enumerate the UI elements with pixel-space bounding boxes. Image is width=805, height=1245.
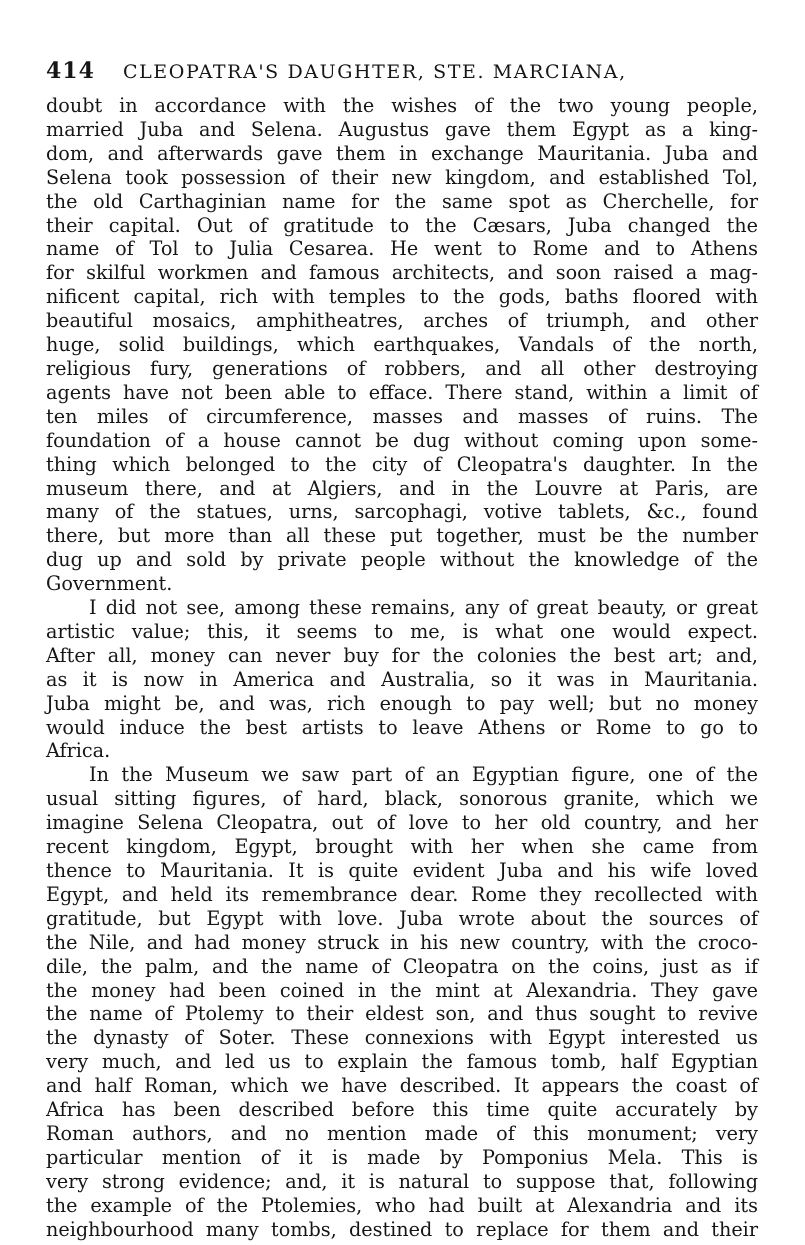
paragraph	[46, 94, 758, 596]
text-line: particular mention of it is made by Pomponius Mela. This is	[46, 1145, 758, 1169]
text-line: very strong evidence; and, it is natural to suppose that, following	[46, 1169, 758, 1193]
text-line: imagine Selena Cleopatra, out of love to her old country, and her	[46, 811, 758, 835]
text-line: religious fury, generations of robbers, and all other destroying	[46, 356, 758, 380]
page-number: 414	[46, 58, 95, 84]
text-line: neighbourhood many tombs, destined to replace for them and their	[46, 1217, 758, 1241]
text-line: Juba might be, and was, rich enough to pay well; but no money	[46, 691, 758, 715]
text-line: beautiful mosaics, amphitheatres, arches of triumph, and other	[46, 309, 758, 333]
text-line: recent kingdom, Egypt, brought with her when she came from	[46, 835, 758, 859]
text-line: Government.	[46, 572, 173, 596]
paragraph	[46, 596, 758, 763]
text-line: as it is now in America and Australia, so it was in Mauritania.	[46, 667, 758, 691]
text-line: and half Roman, which we have described. It appears the coast of	[46, 1074, 758, 1098]
book-page	[46, 58, 758, 1242]
text-line: Selena took possession of their new kingdom, and established Tol,	[46, 165, 758, 189]
text-line: the name of Ptolemy to their eldest son, and thus sought to revive	[46, 1002, 758, 1026]
text-line: I did not see, among these remains, any of great beauty, or great	[89, 596, 758, 620]
body-text	[46, 94, 758, 1242]
text-line: thing which belonged to the city of Cleopatra's daughter. In the	[46, 452, 758, 476]
text-line: there, but more than all these put together, must be the number	[46, 524, 758, 548]
text-line: the money had been coined in the mint at Alexandria. They gave	[46, 978, 758, 1002]
text-line: After all, money can never buy for the colonies the best art; and,	[46, 643, 758, 667]
text-line: thence to Mauritania. It is quite evident Juba and his wife loved	[46, 859, 758, 882]
text-line: many of the statues, urns, sarcophagi, votive tablets, &c., found	[46, 500, 758, 524]
text-line: artistic value; this, it seems to me, is what one would expect.	[46, 619, 758, 643]
text-line: dug up and sold by private people without the knowledge of the	[46, 548, 758, 572]
text-line: the old Carthaginian name for the same spot as Cherchelle, for	[46, 189, 758, 213]
paragraph	[46, 763, 758, 1241]
text-line: for skilful workmen and famous architects, and soon raised a mag-	[46, 261, 758, 285]
running-header	[46, 58, 758, 86]
text-line: married Juba and Selena. Augustus gave them Egypt as a king-	[46, 117, 758, 141]
text-line: doubt in accordance with the wishes of the two young people,	[46, 94, 758, 117]
text-line: In the Museum we saw part of an Egyptian figure, one of the	[89, 763, 758, 787]
text-line: Roman authors, and no mention made of this monument; very	[46, 1121, 758, 1145]
text-line: nificent capital, rich with temples to the gods, baths floored with	[46, 285, 758, 309]
text-line: huge, solid buildings, which earthquakes, Vandals of the north,	[46, 333, 758, 357]
text-line: their capital. Out of gratitude to the Cæsars, Juba changed the	[46, 213, 758, 237]
text-line: usual sitting figures, of hard, black, sonorous granite, which we	[46, 787, 758, 811]
text-line: Africa.	[46, 739, 111, 763]
text-line: name of Tol to Julia Cesarea. He went to Rome and to Athens	[46, 237, 758, 261]
text-line: dom, and afterwards gave them in exchange Mauritania. Juba and	[46, 141, 758, 165]
text-line: Egypt, and held its remembrance dear. Rome they recollected with	[46, 882, 758, 906]
text-line: would induce the best artists to leave Athens or Rome to go to	[46, 715, 758, 739]
text-line: museum there, and at Algiers, and in the Louvre at Paris, are	[46, 476, 758, 500]
text-line: foundation of a house cannot be dug without coming upon some-	[46, 428, 758, 452]
text-line: the dynasty of Soter. These connexions with Egypt interested us	[46, 1026, 758, 1050]
text-line: agents have not been able to efface. There stand, within a limit of	[46, 380, 758, 404]
text-line: ten miles of circumference, masses and masses of ruins. The	[46, 404, 758, 428]
text-line: gratitude, but Egypt with love. Juba wrote about the sources of	[46, 906, 758, 930]
text-line: Africa has been described before this time quite accurately by	[46, 1098, 758, 1122]
text-line: very much, and led us to explain the famous tomb, half Egyptian	[46, 1050, 758, 1074]
running-title: CLEOPATRA'S DAUGHTER, STE. MARCIANA,	[122, 61, 627, 83]
text-line: dile, the palm, and the name of Cleopatra on the coins, just as if	[46, 954, 758, 978]
text-line: the example of the Ptolemies, who had built at Alexandria and its	[46, 1193, 758, 1217]
text-line: the Nile, and had money struck in his new country, with the croco-	[46, 930, 758, 954]
